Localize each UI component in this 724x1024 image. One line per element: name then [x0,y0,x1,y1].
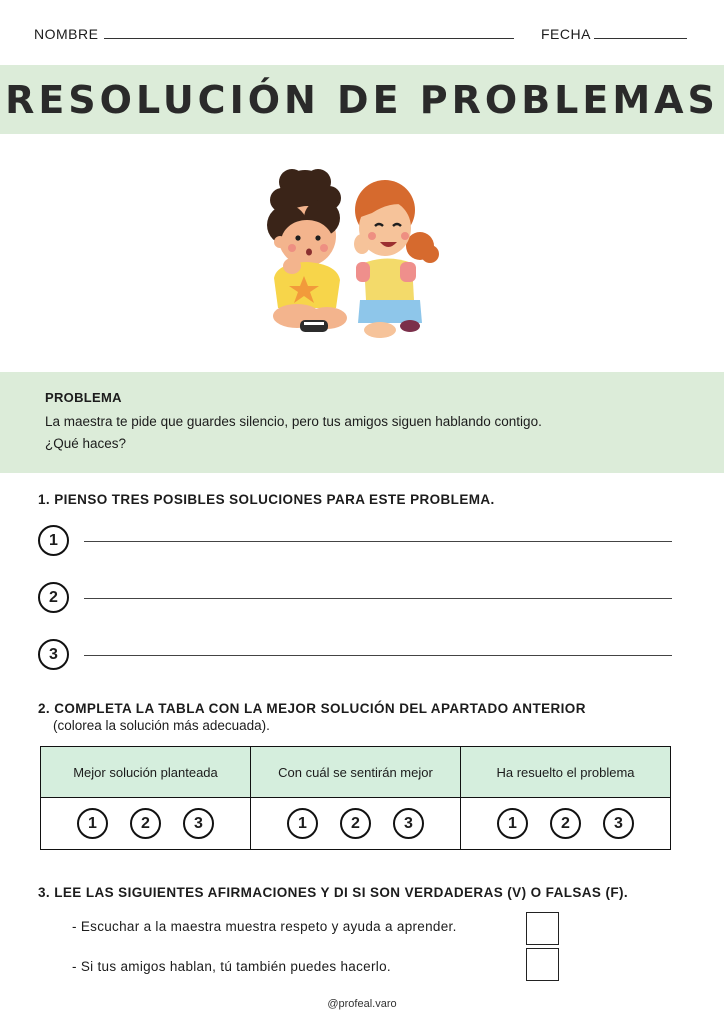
column-header-best-solution: Mejor solución planteada [41,747,251,798]
section2-heading: 2. COMPLETA LA TABLA CON LA MEJOR SOLUCIÓN DEL APARTADO ANTERIOR [38,701,586,716]
author-credit: @profeal.varo [327,998,397,1010]
answer-line-1[interactable] [84,541,672,542]
date-label: FECHA [541,26,591,42]
table-cell-solved-problem [461,798,671,850]
option-circle-1[interactable]: 1 [77,808,108,839]
option-circle-2[interactable]: 2 [550,808,581,839]
children-whispering-illustration [252,158,452,348]
table-cell-feel-better [251,798,461,850]
option-circle-1[interactable]: 1 [287,808,318,839]
table-cell-best-solution [41,798,251,850]
name-label: NOMBRE [34,26,99,42]
number-circle-1: 1 [38,525,69,556]
option-circle-1[interactable]: 1 [497,808,528,839]
option-circle-2[interactable]: 2 [130,808,161,839]
problem-text-line-2: ¿Qué haces? [45,436,127,451]
section2-subheading: (colorea la solución más adecuada). [53,718,270,733]
problem-section [0,372,724,473]
name-field-line[interactable] [104,38,514,39]
statement-1: - Escuchar a la maestra muestra respeto y ayuda a aprender. [72,919,457,934]
girl-figure [354,180,439,338]
solution-row-3 [38,639,672,671]
title-band [0,65,724,134]
section1-heading: 1. PIENSO TRES POSIBLES SOLUCIONES PARA ESTE PROBLEMA. [38,492,495,507]
solution-table [40,746,671,850]
page-title: RESOLUCIÓN DE PROBLEMAS [5,77,719,122]
answer-line-3[interactable] [84,655,672,656]
boy-figure [267,169,347,332]
section3-heading: 3. LEE LAS SIGUIENTES AFIRMACIONES Y DI SI SON VERDADERAS (V) O FALSAS (F). [38,885,629,900]
number-circle-2: 2 [38,582,69,613]
problem-heading: PROBLEMA [45,390,122,405]
number-circle-3: 3 [38,639,69,670]
column-header-solved-problem: Ha resuelto el problema [461,747,671,798]
header-row [34,26,694,46]
solution-row-2 [38,582,672,614]
column-header-feel-better: Con cuál se sentirán mejor [251,747,461,798]
problem-text-line-1: La maestra te pide que guardes silencio, pero tus amigos siguen hablando contigo. [45,414,542,429]
true-false-box-2[interactable] [526,948,559,981]
statement-2: - Si tus amigos hablan, tú también puedes hacerlo. [72,959,391,974]
answer-line-2[interactable] [84,598,672,599]
option-circle-2[interactable]: 2 [340,808,371,839]
date-field-line[interactable] [594,38,687,39]
true-false-box-1[interactable] [526,912,559,945]
option-circle-3[interactable]: 3 [603,808,634,839]
option-circle-3[interactable]: 3 [393,808,424,839]
solution-row-1 [38,525,672,557]
option-circle-3[interactable]: 3 [183,808,214,839]
